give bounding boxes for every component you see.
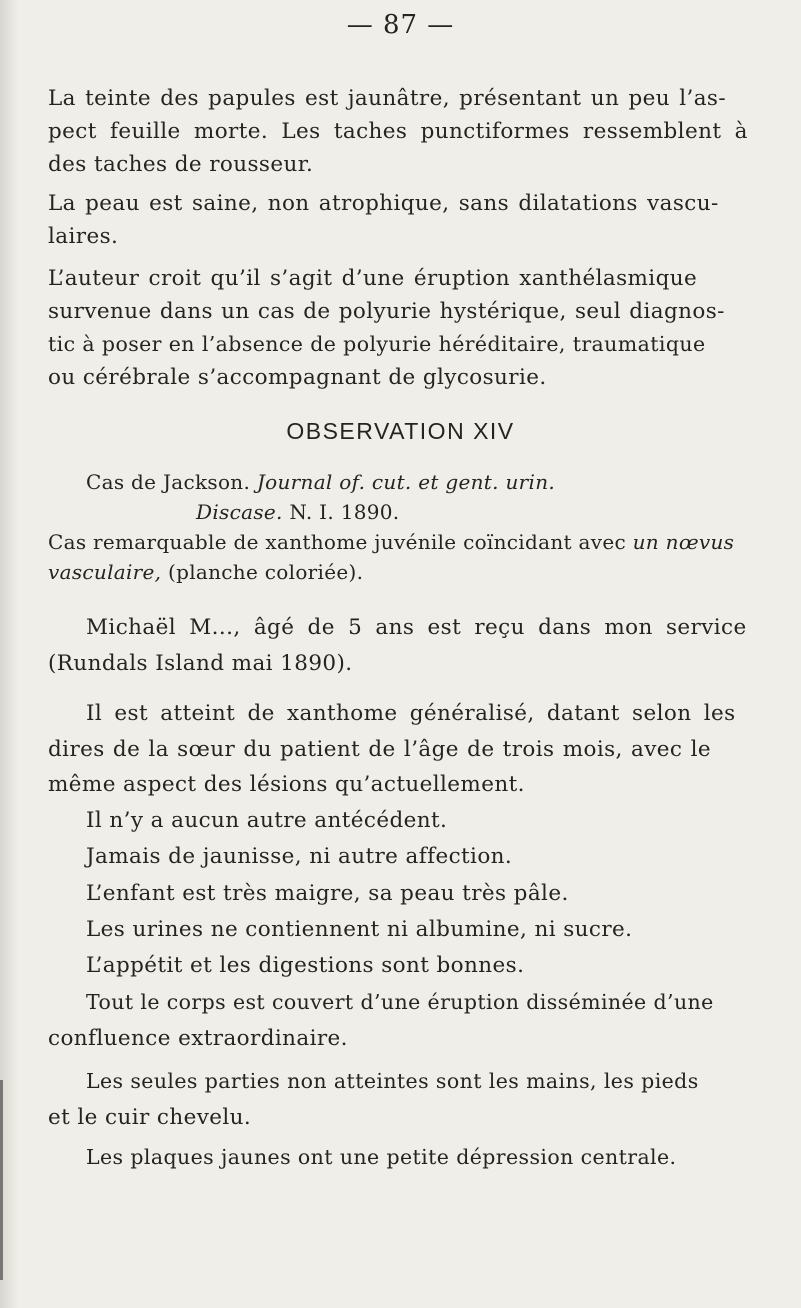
text-line: Il est atteint de xanthome généralisé, datant selon les [86,701,736,726]
text-line: (Rundals Island mai 1890). [48,651,353,676]
text-line: L’appétit et les digestions sont bonnes. [86,953,525,978]
binding-mark [0,1080,3,1280]
text-line: L’enfant est très maigre, sa peau très pâle. [86,881,569,906]
text-line: Les urines ne contiennent ni albumine, ni sucre. [86,917,633,942]
page-number: — 87 — [346,10,455,40]
text-line: dires de la sœur du patient de l’âge de trois mois, avec le [48,737,711,762]
reference-author: Cas de Jackson. [86,470,257,494]
text-line: ou cérébrale s’accompagnant de glycosurie. [48,365,547,390]
reference-line [196,500,399,524]
reference-line [48,560,363,584]
text-line: laires. [48,224,119,249]
text-line: Les seules parties non atteintes sont les mains, les pieds [86,1069,699,1093]
reference-summary-italic: vasculaire, [48,560,162,584]
text-line: Tout le corps est couvert d’une éruption disséminée d’une [86,990,714,1014]
text-line: Jamais de jaunisse, ni autre affection. [86,844,513,869]
reference-summary-italic: un nœvus [632,530,735,554]
text-line: même aspect des lésions qu’actuellement. [48,772,525,797]
text-line: tic à poser en l’absence de polyurie héréditaire, traumatique [48,332,706,356]
reference-line [48,530,734,554]
reference-summary: (planche coloriée). [161,560,364,584]
reference-journal: Journal of. cut. et gent. urin. [256,470,556,494]
observation-heading: OBSERVATION XIV [286,418,515,444]
reference-journal-cont: Discase. [196,500,283,524]
reference-line [86,470,555,494]
text-line: L’auteur croit qu’il s’agit d’une éruption xanthélasmique [48,266,698,291]
text-line: confluence extraordinaire. [48,1026,348,1051]
text-line: pect feuille morte. Les taches punctiformes ressemblent à [48,119,748,144]
text-line: Michaël M..., âgé de 5 ans est reçu dans mon service [86,615,747,640]
text-line: survenue dans un cas de polyurie hystérique, seul diagnos- [48,299,725,324]
text-line: et le cuir chevelu. [48,1105,252,1130]
text-line: Il n’y a aucun autre antécédent. [86,808,448,833]
reference-issue: N. I. 1890. [282,500,400,524]
reference-summary: Cas remarquable de xanthome juvénile coïncidant avec [48,530,633,554]
text-line: Les plaques jaunes ont une petite dépression centrale. [86,1145,677,1169]
text-line: La peau est saine, non atrophique, sans dilatations vascu- [48,191,719,216]
text-line: La teinte des papules est jaunâtre, présentant un peu l’as- [48,86,727,111]
text-line: des taches de rousseur. [48,152,314,177]
